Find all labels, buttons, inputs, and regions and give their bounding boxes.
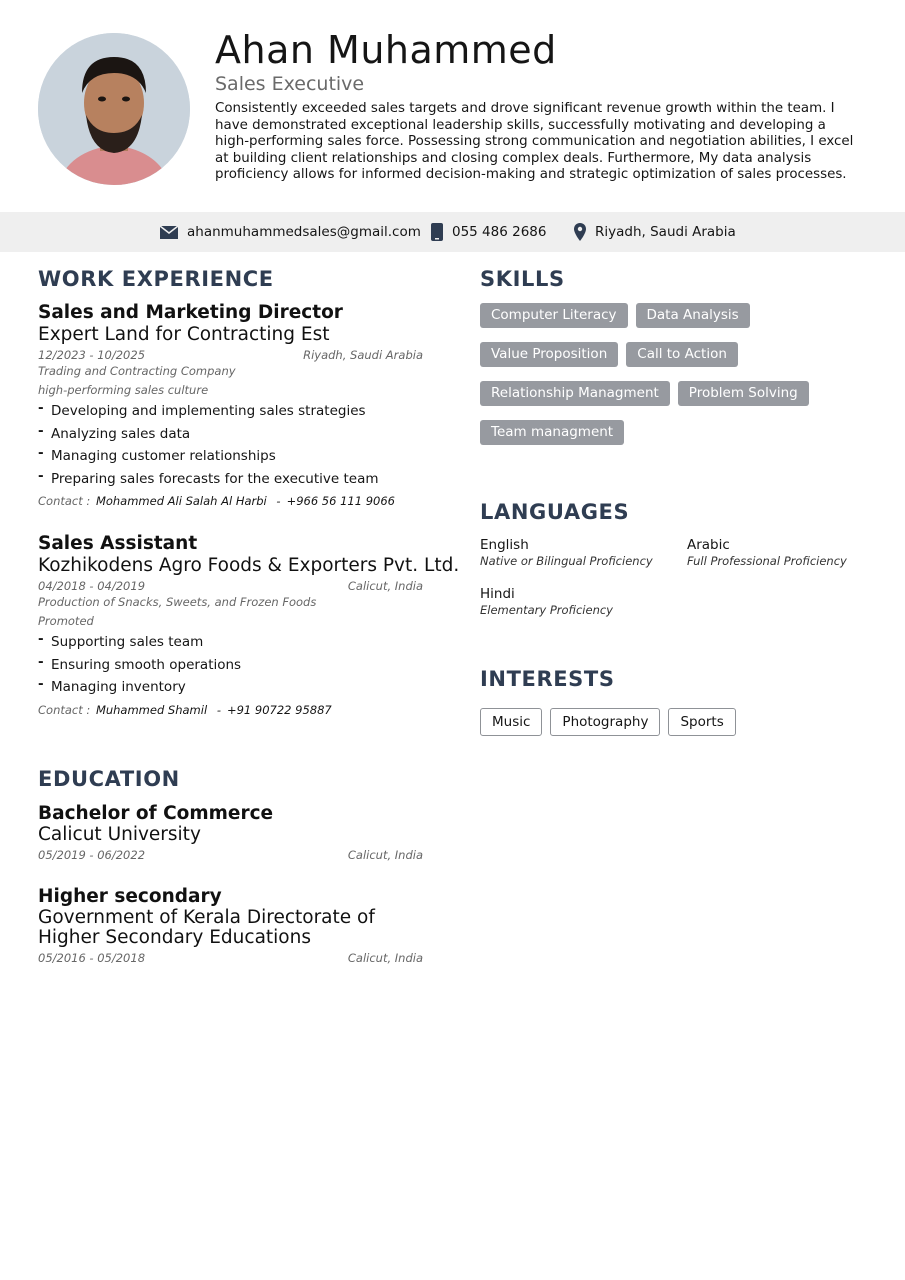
interests-heading: INTERESTS	[480, 667, 615, 691]
skill-tag: Call to Action	[626, 342, 738, 367]
job-role: Sales and Marketing Director	[38, 302, 343, 323]
language-item	[480, 586, 613, 618]
skills-list	[480, 303, 880, 459]
job-bullet: - Managing customer relationships	[38, 445, 423, 468]
job-reference	[38, 703, 423, 717]
job-bullets	[38, 631, 423, 699]
edu-location: Calicut, India	[347, 848, 423, 862]
language-item	[480, 537, 653, 569]
edu-location: Calicut, India	[347, 951, 423, 965]
job-reference	[38, 494, 423, 508]
edu-degree: Bachelor of Commerce	[38, 803, 274, 824]
job-bullet: - Ensuring smooth operations	[38, 654, 423, 677]
interest-tag: Photography	[550, 708, 660, 736]
job-meta	[38, 579, 423, 594]
reference-separator: -	[276, 494, 281, 509]
phone-contact[interactable]	[431, 212, 546, 252]
reference-name: Mohammed Ali Salah Al Harbi	[95, 494, 267, 509]
edu-school: Calicut University	[38, 824, 201, 845]
skills-heading: SKILLS	[480, 267, 565, 291]
reference-phone: +966 56 111 9066	[286, 494, 395, 509]
language-name: Hindi	[480, 586, 515, 602]
job-bullets	[38, 400, 423, 490]
phone-text: 055 486 2686	[452, 224, 547, 240]
location-text: Riyadh, Saudi Arabia	[595, 224, 736, 240]
language-level: Elementary Proficiency	[480, 603, 613, 617]
job-note: high-performing sales culture	[38, 383, 209, 397]
map-pin-icon	[574, 223, 586, 241]
skill-tag: Relationship Managment	[480, 381, 670, 406]
interests-list	[480, 708, 744, 736]
skill-tag: Problem Solving	[678, 381, 809, 406]
interest-tag: Sports	[668, 708, 735, 736]
work-entry	[38, 302, 423, 508]
language-level: Native or Bilingual Proficiency	[480, 554, 653, 568]
reference-phone: +91 90722 95887	[226, 702, 332, 717]
edu-dates: 05/2019 - 06/2022	[38, 848, 146, 862]
envelope-icon	[160, 226, 178, 239]
reference-separator: -	[216, 702, 221, 717]
reference-label: Contact :	[38, 494, 91, 509]
job-company: Kozhikodens Agro Foods & Exporters Pvt. Ltd.	[38, 555, 460, 576]
job-bullet: - Preparing sales forecasts for the executive team	[38, 468, 423, 491]
job-bullet: - Managing inventory	[38, 676, 423, 699]
education-entry	[38, 886, 423, 966]
job-bullet: - Analyzing sales data	[38, 423, 423, 446]
languages-heading: LANGUAGES	[480, 500, 630, 524]
job-dates: 12/2023 - 10/2025	[38, 348, 146, 362]
language-level: Full Professional Proficiency	[687, 554, 847, 568]
reference-label: Contact :	[38, 702, 91, 717]
profile-photo	[38, 33, 190, 185]
job-title: Sales Executive	[215, 73, 365, 95]
job-description: Trading and Contracting Company	[38, 364, 236, 378]
reference-name: Muhammed Shamil	[95, 702, 208, 717]
job-description: Production of Snacks, Sweets, and Frozen Foods	[38, 595, 317, 609]
education-heading: EDUCATION	[38, 767, 180, 791]
skill-tag: Computer Literacy	[480, 303, 628, 328]
edu-meta	[38, 848, 423, 863]
candidate-name: Ahan Muhammed	[215, 28, 557, 72]
email-text: ahanmuhammedsales@gmail.com	[187, 224, 421, 240]
email-contact[interactable]	[160, 212, 421, 252]
contact-bar	[0, 212, 905, 252]
interest-tag: Music	[480, 708, 542, 736]
language-item	[687, 537, 847, 569]
location-contact	[574, 212, 736, 252]
work-entry	[38, 533, 460, 717]
skill-tag: Value Proposition	[480, 342, 618, 367]
skill-tag: Team managment	[480, 420, 624, 445]
job-location: Calicut, India	[347, 579, 423, 593]
job-location: Riyadh, Saudi Arabia	[303, 348, 423, 362]
edu-dates: 05/2016 - 05/2018	[38, 951, 146, 965]
job-note: Promoted	[38, 614, 94, 628]
edu-meta	[38, 951, 423, 966]
education-entry	[38, 803, 423, 863]
job-company: Expert Land for Contracting Est	[38, 324, 330, 345]
skill-tag: Data Analysis	[636, 303, 750, 328]
language-name: Arabic	[687, 537, 730, 553]
edu-degree: Higher secondary	[38, 886, 222, 907]
profile-summary: Consistently exceeded sales targets and drove significant revenue growth within the team. I have demonstrated exceptional leadership skills, successfully motivating and developing a high-performing sales force. Possessing strong communication and negotiation abilities, I excel at building client relationships and closing complex deals. Furthermore, My data analysis proficiency allows for informed decision-making and strategic optimization of sales processes.	[215, 101, 854, 183]
edu-school: Government of Kerala Directorate of Higher Secondary Educations	[38, 907, 375, 948]
job-role: Sales Assistant	[38, 533, 198, 554]
language-name: English	[480, 537, 529, 553]
job-dates: 04/2018 - 04/2019	[38, 579, 146, 593]
phone-icon	[431, 223, 443, 241]
work-experience-heading: WORK EXPERIENCE	[38, 267, 274, 291]
job-bullet: - Developing and implementing sales strategies	[38, 400, 423, 423]
job-bullet: - Supporting sales team	[38, 631, 423, 654]
job-meta	[38, 348, 423, 363]
